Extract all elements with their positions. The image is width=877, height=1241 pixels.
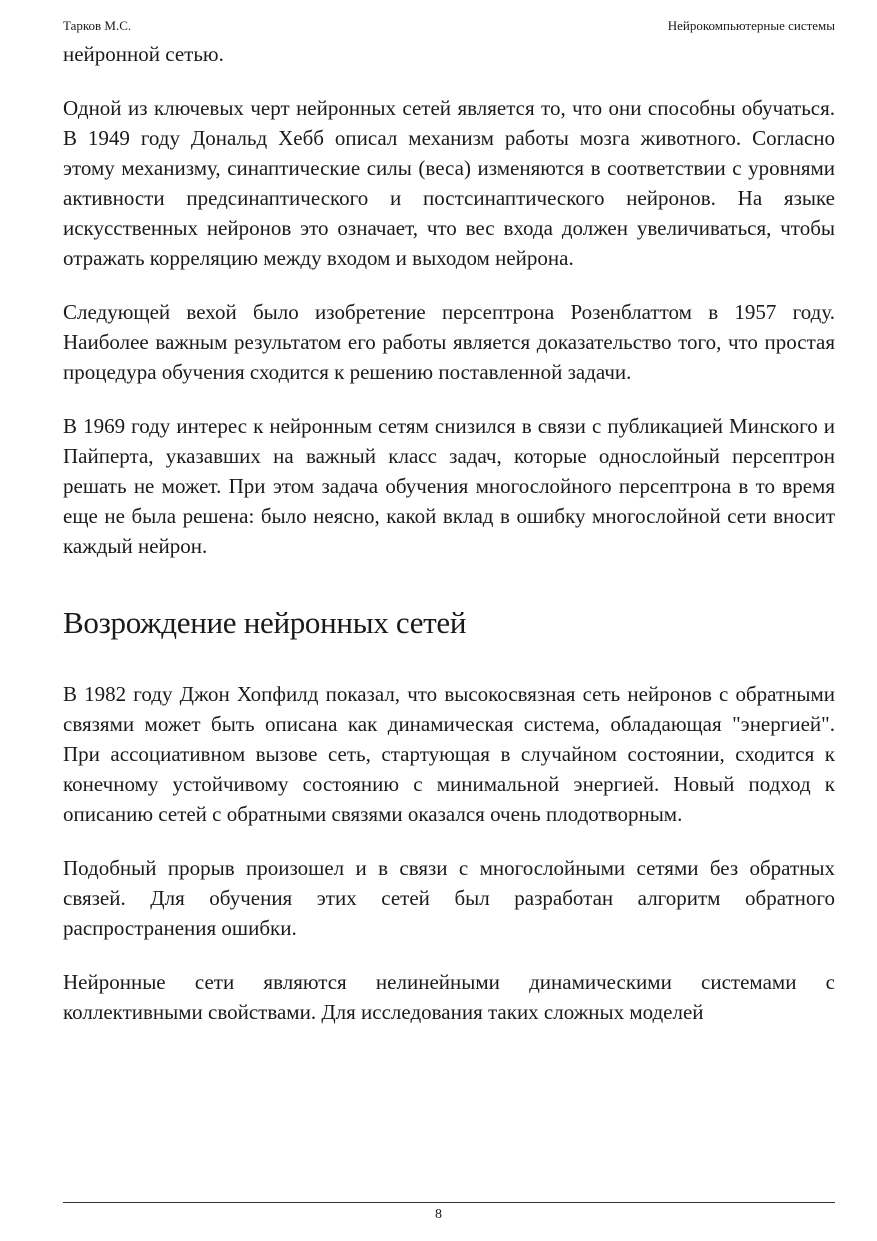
paragraph-nonlinear-systems: Нейронные сети являются нелинейными динамическими системами с коллективными свойствами. Для исследования таких сложных моделей — [63, 970, 835, 1024]
footer-divider — [63, 1202, 835, 1203]
paragraph-hopfield: В 1982 году Джон Хопфилд показал, что высокосвязная сеть нейронов с обратными связями может быть описана как динамическая система, обладающая "энергией". При ассоциативном вызове сеть, стартующая в случайном состоянии, сходится к конечному устойчивому состоянию с минимальной энергией. Новый подход к описанию сетей с обратными связями оказался очень плодотворным. — [63, 682, 835, 826]
paragraph-hebb: Одной из ключевых черт нейронных сетей является то, что они способны обучаться. В 1949 году Дональд Хебб описал механизм работы мозга животного. Согласно этому механизму, синаптические силы (веса) изменяются в соответствии с уровнями активности предсинаптического и постсинаптического нейронов. На языке искусственных нейронов это означает, что вес входа должен увеличиваться, чтобы отражать корреляцию между входом и выходом нейрона. — [63, 96, 835, 270]
paragraph-backprop: Подобный прорыв произошел и в связи с многослойными сетями без обратных связей. Для обучения этих сетей был разработан алгоритм обратного распространения ошибки. — [63, 856, 835, 940]
header-author: Тарков М.С. — [63, 18, 132, 33]
header-book-title: Нейрокомпьютерные системы — [667, 18, 835, 33]
section-heading: Возрождение нейронных сетей — [63, 605, 467, 640]
running-header — [63, 17, 835, 35]
page-number: 8 — [435, 1207, 442, 1222]
paragraph-rosenblatt: Следующей вехой было изобретение персептрона Розенблаттом в 1957 году. Наиболее важным результатом его работы является доказательство того, что простая процедура обучения сходится к решению поставленной задачи. — [63, 300, 835, 384]
continued-paragraph: нейронной сетью. — [63, 42, 224, 66]
page-body — [63, 39, 835, 1027]
paragraph-minsky-papert: В 1969 году интерес к нейронным сетям снизился в связи с публикацией Минского и Пайперта, указавших на важный класс задач, которые однослойный персептрон решать не может. При этом задача обучения многослойного персептрона в то время еще не была решена: было неясно, какой вклад в ошибку многослойной сети вносит каждый нейрон. — [63, 414, 835, 558]
